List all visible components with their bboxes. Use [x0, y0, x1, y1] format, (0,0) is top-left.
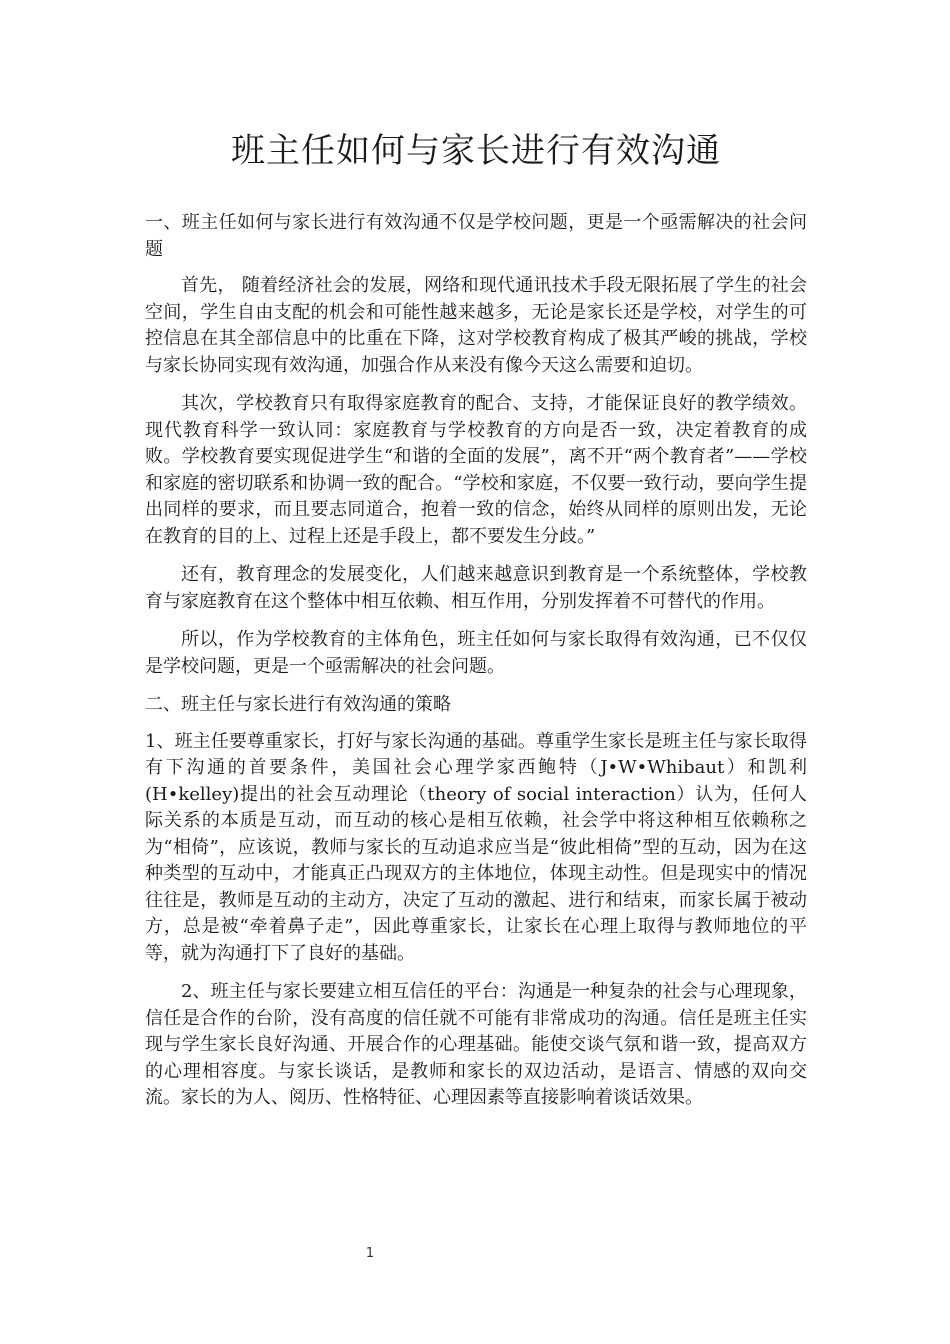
section-heading-2: 二、班主任与家长进行有效沟通的策略	[145, 694, 451, 715]
section-heading-1: 一、班主任如何与家长进行有效沟通不仅是学校问题，更是一个亟需解决的社会问题	[145, 212, 807, 260]
paragraph-second: 其次，学校教育只有取得家庭教育的配合、支持，才能保证良好的教学绩效。现代教育科学一致认同：家庭教育与学校教育的方向是否一致，决定着教育的成败。学校教育要实现促进学生“和谐的全面的发展”，离不开“两个教育者”——学校和家庭的密切联系和协调一致的配合。“学校和家庭，不仅要一致行动，要向学生提出同样的要求，而且要志同道合，抱着一致的信念，始终从同样的原则出发，无论在教育的目的上、过程上还是手段上，都不要发生分歧。”	[145, 393, 807, 547]
document-body	[145, 210, 807, 1124]
document-page	[145, 0, 807, 1344]
page-number: 1	[365, 1246, 375, 1261]
paragraph-third: 还有，教育理念的发展变化，人们越来越意识到教育是一个系统整体，学校教育与家庭教育在这个整体中相互依赖、相互作用，分别发挥着不可替代的作用。	[145, 564, 807, 612]
paragraph-first: 首先， 随着经济社会的发展，网络和现代通讯技术手段无限拓展了学生的社会空间，学生自由支配的机会和可能性越来越多，无论是家长还是学校，对学生的可控信息在其全部信息中的比重在下降，这对学校教育构成了极其严峻的挑战，学校与家长协同实现有效沟通，加强合作从来没有像今天这么需要和迫切。	[145, 275, 807, 376]
strategy-item-2: 2、班主任与家长要建立相互信任的平台：沟通是一种复杂的社会与心理现象，信任是合作的台阶，没有高度的信任就不可能有非常成功的沟通。信任是班主任实现与学生家长良好沟通、开展合作的心理基础。能使交谈气氛和谐一致，提高双方的心理相容度。与家长谈话，是教师和家长的双边活动，是语言、情感的双向交流。家长的为人、阅历、性格特征、心理因素等直接影响着谈话效果。	[145, 981, 807, 1108]
paragraph-conclusion: 所以，作为学校教育的主体角色，班主任如何与家长取得有效沟通，已不仅仅是学校问题，更是一个亟需解决的社会问题。	[145, 629, 807, 677]
document-title: 班主任如何与家长进行有效沟通	[231, 131, 721, 171]
strategy-item-1: 1、班主任要尊重家长，打好与家长沟通的基础。尊重学生家长是班主任与家长取得有下沟通的首要条件，美国社会心理学家西鲍特（J•W•Whibaut）和凯利(H•kelley)提出的社会互动理论（theory of social interaction）认为，任何人际关系的本质是互动，而互动的核心是相互依赖，社会学中将这种相互依赖称之为“相倚”，应该说，教师与家长的互动追求应当是“彼此相倚”型的互动，因为在这种类型的互动中，才能真正凸现双方的主体地位，体现主动性。但是现实中的情况往往是，教师是互动的主动方，决定了互动的激起、进行和结束，而家长属于被动方，总是被“牵着鼻子走”，因此尊重家长，让家长在心理上取得与教师地位的平等，就为沟通打下了良好的基础。	[145, 730, 807, 964]
